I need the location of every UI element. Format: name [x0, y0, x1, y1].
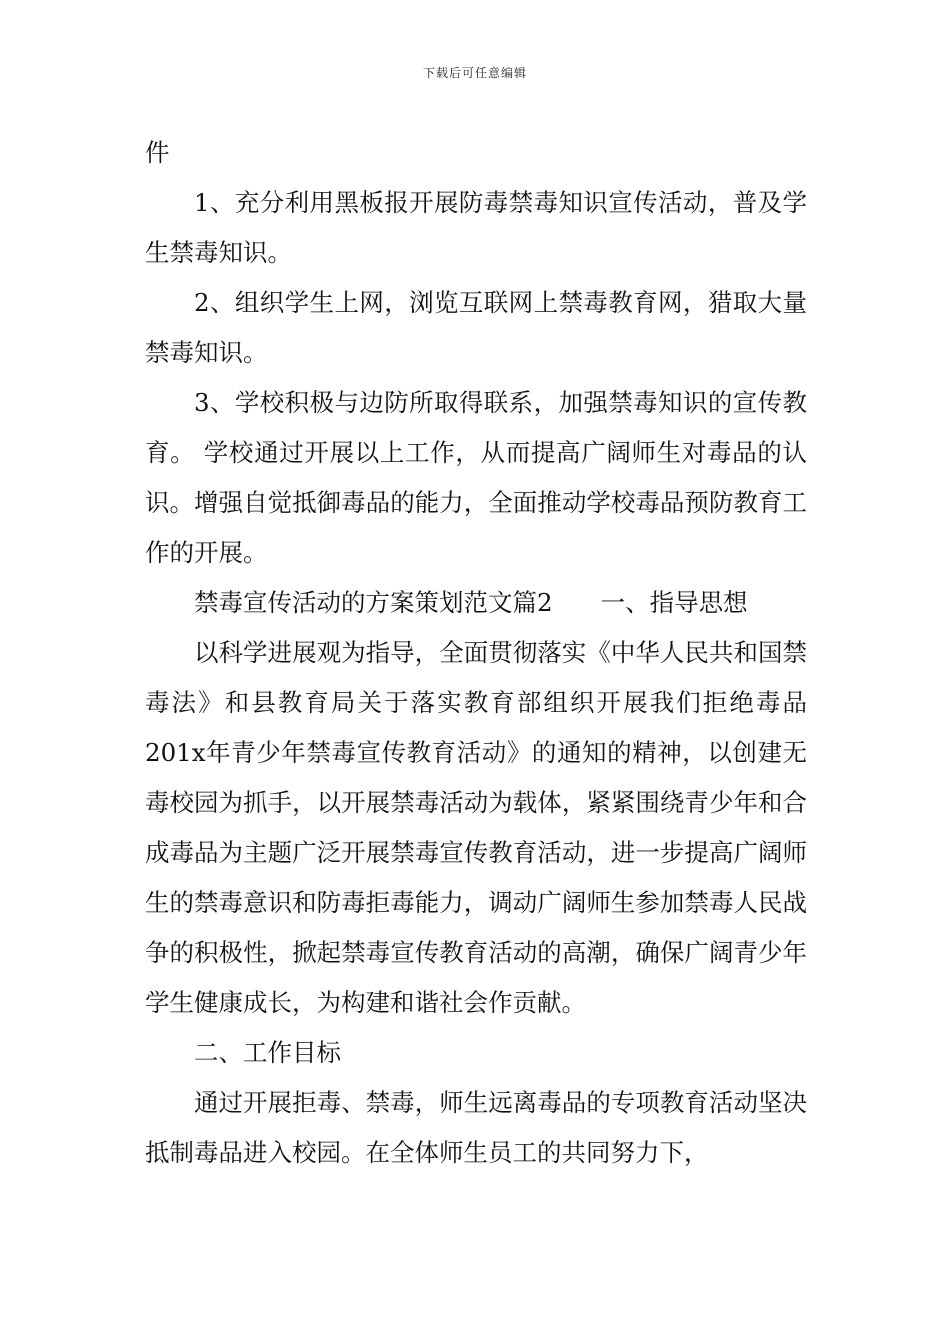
- paragraph-item-3: 3、学校积极与边防所取得联系，加强禁毒知识的宣传教育。 学校通过开展以上工作，从而提高广阔师生对毒品的认识。增强自觉抵御毒品的能力，全面推动学校毒品预防教育工作的开展。: [145, 388, 807, 567]
- goal-paragraph: 通过开展拒毒、禁毒，师生远离毒品的专项教育活动坚决抵制毒品进入校园。在全体师生员工的共同努力下，: [145, 1088, 807, 1167]
- section-heading: [145, 578, 807, 628]
- goal-heading: 二、工作目标: [194, 1038, 341, 1067]
- paragraph-item-1: 1、充分利用黑板报开展防毒禁毒知识宣传活动，普及学生禁毒知识。: [145, 188, 807, 267]
- section-subtitle: 一、指导思想: [600, 588, 748, 617]
- document-body: [145, 128, 807, 1178]
- page-header: 下载后可任意编辑: [422, 66, 527, 80]
- guiding-paragraph: 以科学进展观为指导，全面贯彻落实《中华人民共和国禁毒法》和县教育局关于落实教育部组织开展我们拒绝毒品201x年青少年禁毒宣传教育活动》的通知的精神，以创建无毒校园为抓手，以开展禁毒活动为载体，紧紧围绕青少年和合成毒品为主题广泛开展禁毒宣传教育活动，进一步提高广阔师生的禁毒意识和防毒拒毒能力，调动广阔师生参加禁毒人民战争的积极性，掀起禁毒宣传教育活动的高潮，确保广阔青少年学生健康成长，为构建和谐社会作贡献。: [145, 638, 807, 1017]
- paragraph-item-2: 2、组织学生上网，浏览互联网上禁毒教育网，猎取大量禁毒知识。: [145, 288, 807, 367]
- section-title: 禁毒宣传活动的方案策划范文篇2: [194, 588, 553, 617]
- paragraph-fragment: 件: [145, 138, 170, 167]
